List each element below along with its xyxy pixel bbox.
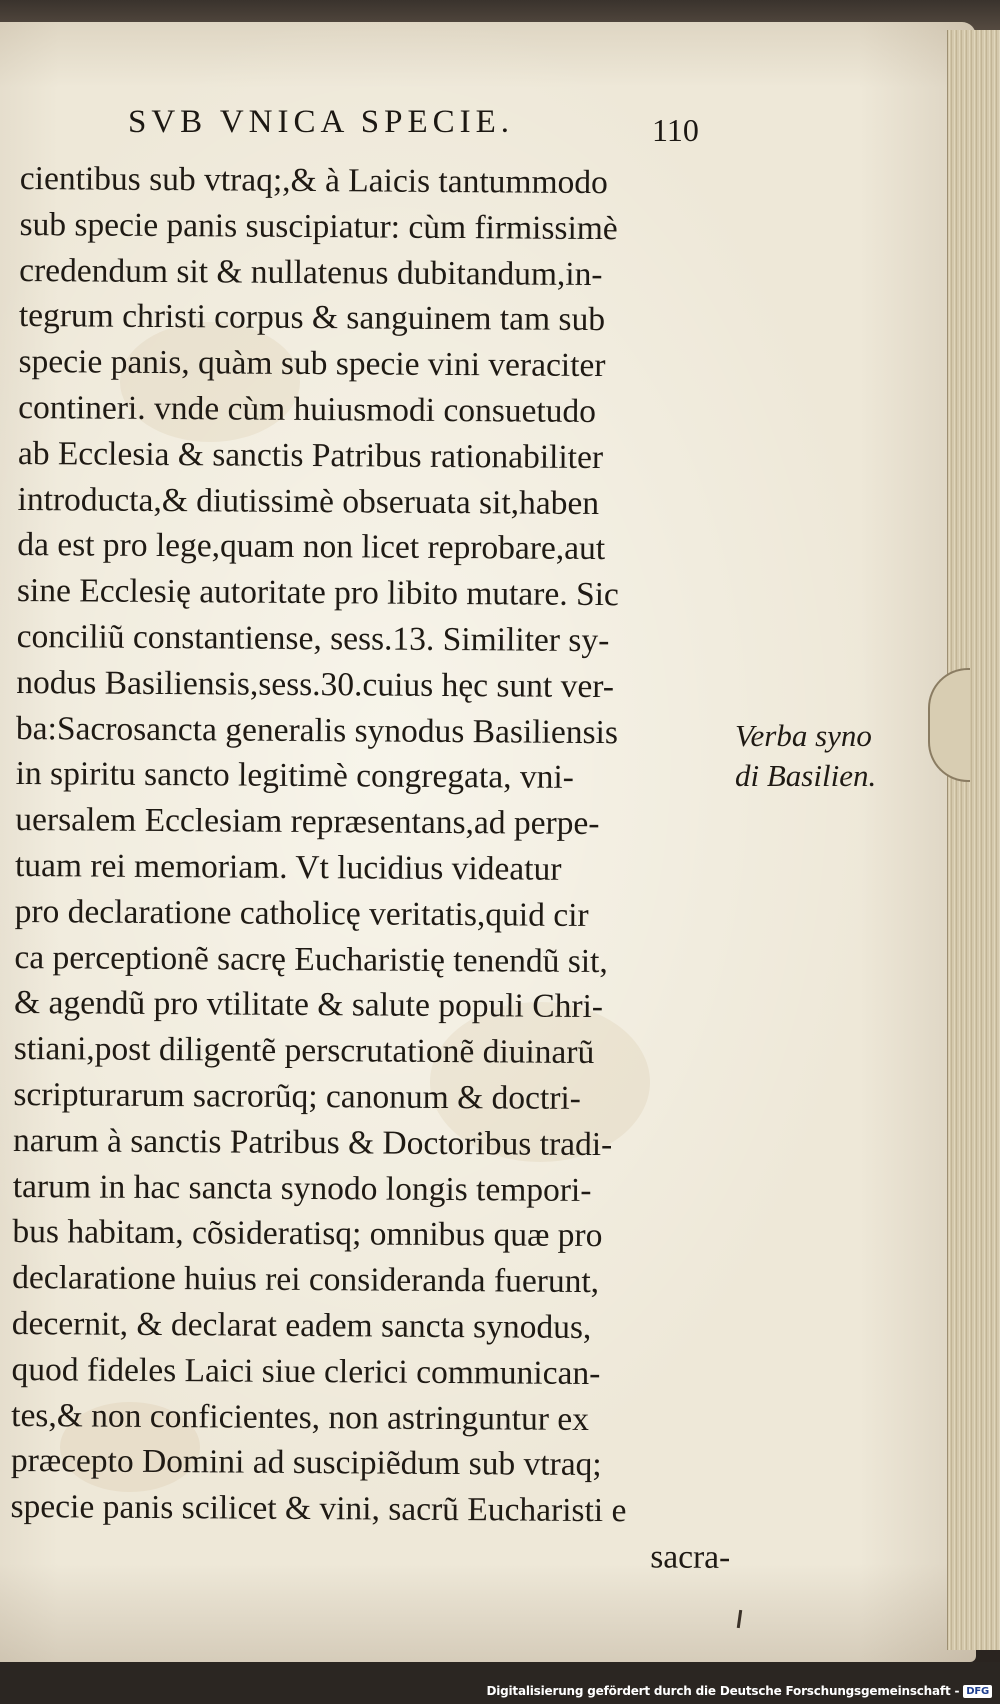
text-line: tes,& non conficientes, non astringuntur ex xyxy=(11,1396,590,1438)
book-fore-edge xyxy=(947,30,1000,1650)
text-line: conciliũ constantiense, sess.13. Similiter sy- xyxy=(16,617,610,660)
text-line: tegrum christi corpus & sanguinem tam sub xyxy=(18,297,606,339)
text-line: ab Ecclesia & sanctis Patribus rationabiliter xyxy=(17,434,604,476)
dfg-logo: DFG xyxy=(963,1685,992,1698)
text-line: sub specie panis suscipiatur: cùm firmissimè xyxy=(19,205,618,247)
text-line: narum à sanctis Patribus & Doctoribus tradi- xyxy=(12,1121,613,1163)
text-line: sine Ecclesię autoritate pro libito mutare. Sic xyxy=(16,572,619,614)
text-line: declaratione huius rei consideranda fuerunt, xyxy=(12,1259,600,1301)
text-line: cientibus sub vtraq;,& à Laicis tantummodo xyxy=(19,159,608,202)
text-line: tarum in hac sancta synodo longis tempori- xyxy=(12,1167,592,1209)
ink-mark xyxy=(737,1610,742,1628)
body-text xyxy=(10,156,740,1581)
text-line: specie panis scilicet & vini, sacrũ Eucharisti e xyxy=(10,1488,627,1530)
text-line: ba:Sacrosancta generalis synodus Basiliensis xyxy=(15,709,619,751)
text-line: & agendũ pro vtilitate & salute populi Chri- xyxy=(13,984,604,1026)
page-number: 110 xyxy=(652,112,699,148)
running-head: SVB VNICA SPECIE. xyxy=(128,104,515,140)
text-line: uersalem Ecclesiam repræsentans,ad perpe- xyxy=(15,801,600,843)
text-line: nodus Basiliensis,sess.30.cuius hęc sunt ver- xyxy=(16,663,615,705)
credit-text: Digitalisierung gefördert durch die Deutsche Forschungsgemeinschaft - xyxy=(486,1684,960,1698)
text-line: in spiritu sancto legitimè congregata, vni- xyxy=(15,755,574,797)
text-line: introducta,& diutissimè obseruata sit,haben xyxy=(17,480,600,522)
book-page xyxy=(0,22,976,1662)
text-line: pro declaratione catholicę veritatis,quid cir xyxy=(14,892,589,934)
footer-band xyxy=(0,1662,1000,1704)
marginal-note-line-1: Verba syno xyxy=(735,718,872,753)
text-line: specie panis, quàm sub specie vini veraciter xyxy=(18,343,606,385)
digitization-credit xyxy=(486,1684,992,1698)
text-line: da est pro lege,quam non licet reprobare,aut xyxy=(17,526,606,568)
clasp-tab xyxy=(928,668,970,782)
marginal-note-line-2: di Basilien. xyxy=(735,758,877,793)
text-line: ca perceptionẽ sacrę Eucharistię tenendũ sit, xyxy=(14,938,608,980)
text-line: contineri. vnde cùm huiusmodi consuetudo xyxy=(18,388,597,431)
text-line: credendum sit & nullatenus dubitandum,in- xyxy=(19,251,603,293)
text-line: decernit, & declarat eadem sancta synodus, xyxy=(11,1304,592,1346)
marginal-note xyxy=(735,716,876,796)
text-line: præcepto Domini ad suscipiẽdum sub vtraq; xyxy=(10,1442,602,1484)
text-line: stiani,post diligentẽ perscrutationẽ diuinarũ xyxy=(13,1030,595,1072)
text-line: scripturarum sacrorũq; canonum & doctri- xyxy=(13,1075,582,1117)
catchword: sacra- xyxy=(650,1538,731,1576)
text-line: bus habitam, cõsideratisq; omnibus quæ pro xyxy=(12,1213,603,1255)
text-line: tuam rei memoriam. Vt lucidius videatur xyxy=(14,846,562,888)
text-line: quod fideles Laici siue clerici communican- xyxy=(11,1350,601,1392)
